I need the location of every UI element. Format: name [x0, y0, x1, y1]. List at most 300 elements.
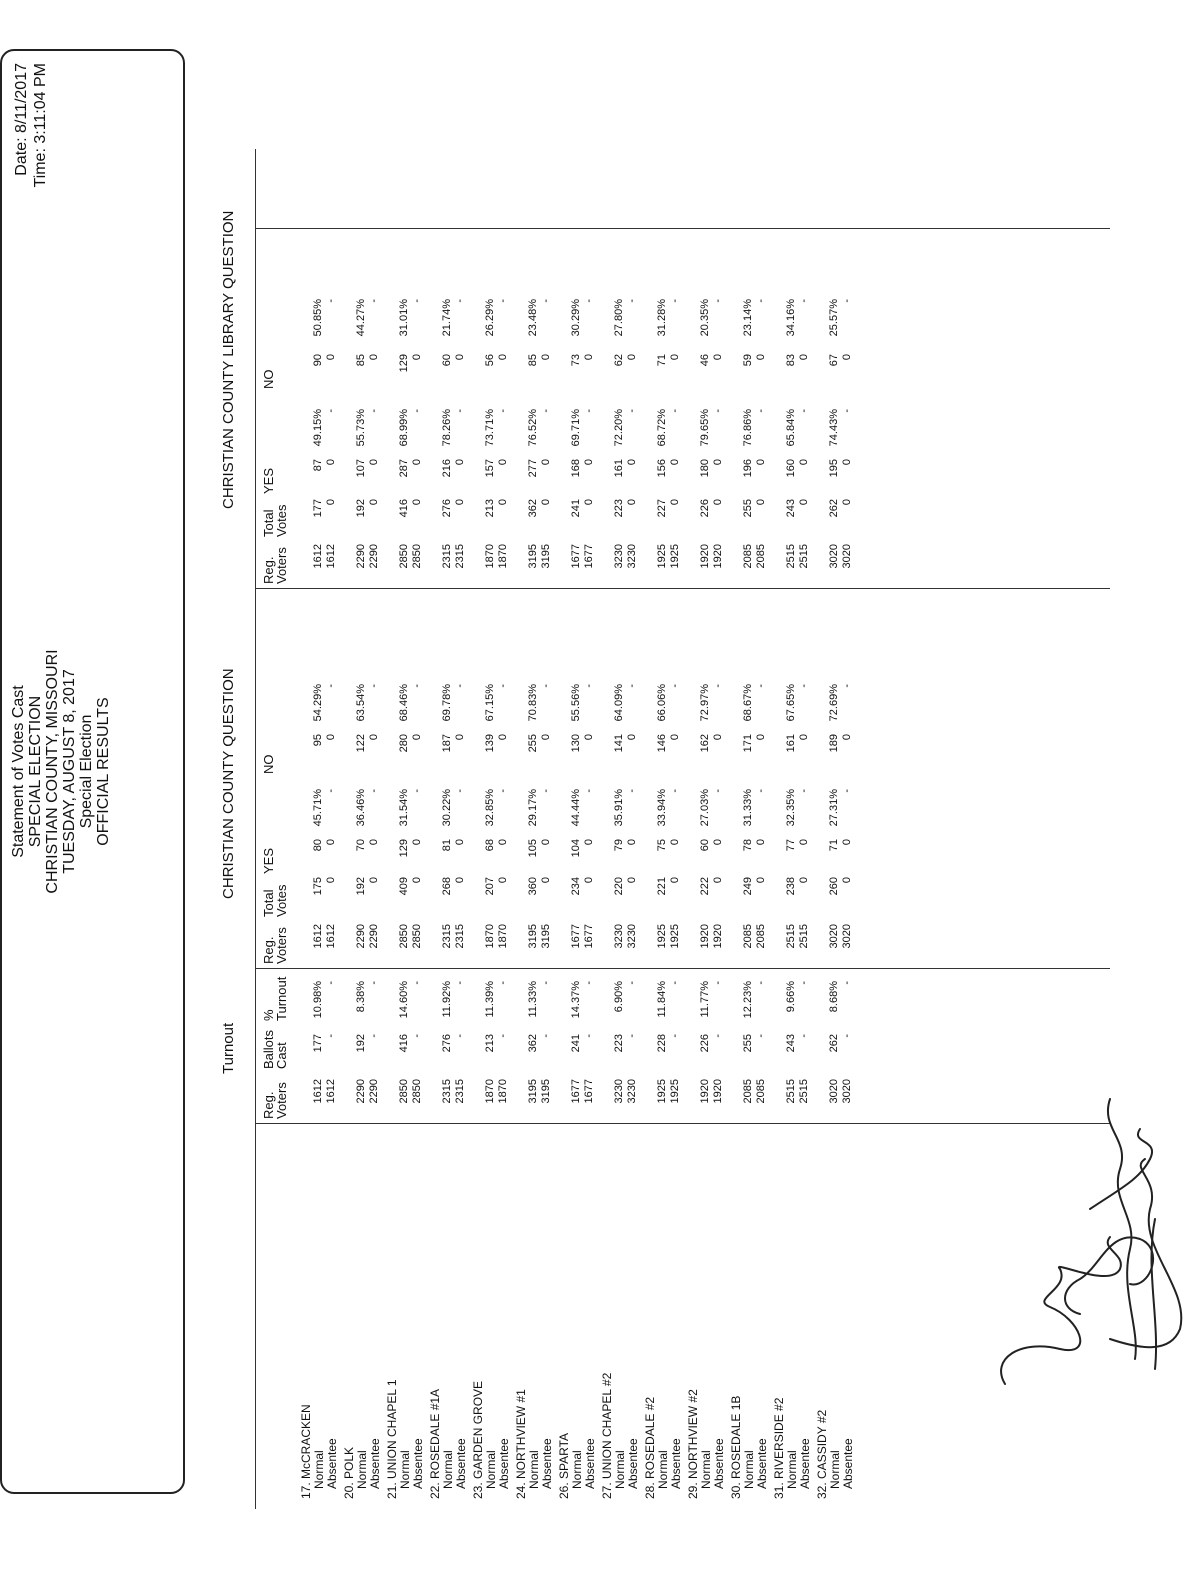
county-question-cell: -	[798, 684, 810, 688]
turnout-percent: 14.37%	[570, 981, 582, 1019]
county-question-cell: 0	[841, 877, 853, 884]
turnout-percent: 11.84%	[656, 981, 668, 1018]
county-question-cell: 0	[755, 877, 767, 884]
library-question-cell: -	[669, 409, 681, 413]
section-title-library-question: CHRISTIAN COUNTY LIBRARY QUESTION	[220, 210, 237, 509]
turnout-ballots-cast: -	[583, 1034, 595, 1038]
turnout-percent: -	[626, 981, 638, 985]
turnout-reg-voters: 2515	[798, 1079, 810, 1104]
turnout-ballots-cast: -	[497, 1034, 509, 1038]
county-question-cell: 72.69%	[828, 684, 840, 722]
county-question-cell: 0	[583, 877, 595, 884]
library-question-cell: 68.72%	[656, 409, 668, 447]
turnout-percent: 11.39%	[484, 981, 496, 1018]
library-question-cell: -	[669, 299, 681, 303]
turnout-percent: 9.66%	[785, 981, 797, 1013]
library-question-cell: 180	[699, 459, 711, 478]
county-question-cell: 2315	[441, 924, 453, 949]
row-type: Absentee	[583, 1438, 597, 1489]
row-type: Normal	[656, 1450, 670, 1489]
library-question-cell: 76.86%	[742, 409, 754, 447]
county-question-cell: 81	[441, 839, 453, 852]
library-question-cell: 0	[626, 499, 638, 506]
county-question-cell: 67.65%	[785, 684, 797, 722]
library-question-cell: 0	[411, 459, 423, 466]
county-question-cell: 0	[798, 839, 810, 846]
county-question-cell: 409	[398, 877, 410, 896]
turnout-percent: -	[540, 981, 552, 985]
turnout-ballots-cast: 362	[527, 1034, 539, 1053]
library-question-cell: -	[798, 409, 810, 413]
county-question-cell: 27.03%	[699, 789, 711, 827]
county-question-cell: 0	[540, 839, 552, 846]
library-question-cell: 1612	[325, 544, 337, 569]
county-question-cell: 3195	[527, 924, 539, 949]
turnout-reg-voters: 2085	[742, 1079, 754, 1104]
turnout-reg-voters: 1925	[669, 1079, 681, 1104]
library-question-cell: 0	[454, 354, 466, 361]
library-question-cell: 0	[368, 459, 380, 466]
county-question-cell: 2515	[798, 924, 810, 949]
county-question-cell: 95	[312, 734, 324, 747]
library-question-cell: 0	[540, 499, 552, 506]
county-question-cell: 27.31%	[828, 789, 840, 827]
turnout-percent: -	[798, 981, 810, 985]
library-question-cell: 0	[626, 354, 638, 361]
county-question-cell: 255	[527, 734, 539, 753]
county-question-cell: 222	[699, 877, 711, 896]
turnout-ballots-cast: 416	[398, 1034, 410, 1053]
library-question-cell: 59	[742, 354, 754, 367]
county-question-cell: -	[626, 684, 638, 688]
precinct-name: 22. ROSEDALE #1A	[428, 1388, 442, 1499]
library-question-cell: 50.85%	[312, 299, 324, 337]
county-question-cell: 260	[828, 877, 840, 896]
turnout-ballots-cast: -	[540, 1034, 552, 1038]
library-question-cell: -	[712, 409, 724, 413]
library-question-cell: 0	[798, 499, 810, 506]
county-question-cell: -	[411, 789, 423, 793]
turnout-percent: -	[368, 981, 380, 985]
library-question-cell: -	[497, 409, 509, 413]
county-question-cell: 141	[613, 734, 625, 753]
signature-4	[1108, 1099, 1156, 1369]
library-question-cell: -	[411, 409, 423, 413]
turnout-reg-voters: 1925	[656, 1079, 668, 1104]
turnout-reg-voters: 1920	[712, 1079, 724, 1104]
library-question-cell: -	[841, 299, 853, 303]
library-question-cell: -	[583, 409, 595, 413]
county-question-cell: 75	[656, 839, 668, 852]
turnout-percent: -	[497, 981, 509, 985]
report-time: Time: 3:11:04 PM	[32, 63, 49, 188]
column-header-library-question: NO	[261, 369, 276, 389]
county-question-cell: 122	[355, 734, 367, 753]
column-header-county-question: NO	[261, 754, 276, 774]
turnout-reg-voters: 3230	[613, 1079, 625, 1104]
library-question-cell: 0	[368, 354, 380, 361]
library-question-cell: 0	[798, 459, 810, 466]
library-question-cell: -	[798, 299, 810, 303]
turnout-percent: -	[669, 981, 681, 985]
library-question-cell: 156	[656, 459, 668, 478]
section-title-county-question: CHRISTIAN COUNTY QUESTION	[220, 668, 237, 899]
county-question-cell: 63.54%	[355, 684, 367, 722]
row-type: Absentee	[411, 1438, 425, 1489]
turnout-percent: -	[841, 981, 853, 985]
county-question-cell: 72.97%	[699, 684, 711, 722]
county-question-cell: 0	[712, 839, 724, 846]
library-question-cell: 3195	[540, 544, 552, 569]
turnout-percent: 14.60%	[398, 981, 410, 1019]
county-question-cell: -	[368, 684, 380, 688]
library-question-cell: -	[325, 409, 337, 413]
library-question-cell: 1612	[312, 544, 324, 569]
library-question-cell: 0	[798, 354, 810, 361]
turnout-percent: -	[583, 981, 595, 985]
library-question-cell: 241	[570, 499, 582, 518]
county-question-cell: 80	[312, 839, 324, 852]
county-question-cell: 0	[540, 734, 552, 741]
library-question-cell: 0	[669, 499, 681, 506]
column-header-county-question: Reg. Voters	[261, 927, 289, 964]
county-question-cell: 0	[454, 839, 466, 846]
library-question-cell: 195	[828, 459, 840, 478]
library-question-cell: 3230	[613, 544, 625, 569]
turnout-ballots-cast: 276	[441, 1034, 453, 1053]
library-question-cell: 0	[454, 499, 466, 506]
county-question-cell: 3020	[828, 924, 840, 949]
turnout-reg-voters: 1870	[484, 1079, 496, 1104]
library-question-cell: -	[368, 409, 380, 413]
county-question-cell: 0	[497, 839, 509, 846]
library-question-cell: -	[368, 299, 380, 303]
row-type: Absentee	[325, 1438, 339, 1489]
county-question-cell: 55.56%	[570, 684, 582, 722]
library-question-cell: 362	[527, 499, 539, 518]
county-question-cell: 77	[785, 839, 797, 852]
library-question-cell: 72.20%	[613, 409, 625, 447]
county-question-cell: 0	[755, 734, 767, 741]
library-question-cell: 1920	[712, 544, 724, 569]
row-type: Normal	[312, 1450, 326, 1489]
county-question-cell: 139	[484, 734, 496, 753]
county-question-cell: 70.83%	[527, 684, 539, 722]
column-header-turnout: % Turnout	[261, 976, 289, 1021]
county-question-cell: 78	[742, 839, 754, 852]
county-question-cell: 3195	[540, 924, 552, 949]
library-question-cell: 2290	[355, 544, 367, 569]
row-type: Normal	[742, 1450, 756, 1489]
county-question-cell: 129	[398, 839, 410, 858]
county-question-cell: 161	[785, 734, 797, 753]
county-question-cell: 1677	[570, 924, 582, 949]
county-question-cell: 189	[828, 734, 840, 753]
library-question-cell: 23.48%	[527, 299, 539, 337]
library-question-cell: 0	[669, 459, 681, 466]
library-question-cell: 31.28%	[656, 299, 668, 337]
county-question-cell: 68	[484, 839, 496, 852]
county-question-cell: 29.17%	[527, 789, 539, 827]
county-question-cell: 221	[656, 877, 668, 896]
county-question-cell: 71	[828, 839, 840, 852]
row-type: Normal	[527, 1450, 541, 1489]
library-question-cell: -	[841, 409, 853, 413]
library-question-cell: 3020	[841, 544, 853, 569]
county-question-cell: 268	[441, 877, 453, 896]
row-type: Normal	[785, 1450, 799, 1489]
turnout-reg-voters: 1677	[583, 1079, 595, 1104]
library-question-cell: 2515	[798, 544, 810, 569]
library-question-cell: 227	[656, 499, 668, 518]
library-question-cell: 2085	[742, 544, 754, 569]
county-question-cell: 0	[669, 877, 681, 884]
library-question-cell: -	[712, 299, 724, 303]
precinct-name: 21. UNION CHAPEL 1	[385, 1379, 399, 1499]
county-question-cell: 207	[484, 877, 496, 896]
county-question-cell: 0	[712, 877, 724, 884]
county-question-cell: 146	[656, 734, 668, 753]
turnout-reg-voters: 1677	[570, 1079, 582, 1104]
library-question-cell: 0	[712, 459, 724, 466]
header-title-line: TUESDAY, AUGUST 8, 2017	[61, 669, 78, 874]
library-question-cell: 44.27%	[355, 299, 367, 337]
library-question-cell: -	[755, 409, 767, 413]
county-question-cell: 1925	[656, 924, 668, 949]
library-question-cell: 1870	[497, 544, 509, 569]
turnout-ballots-cast: 243	[785, 1034, 797, 1053]
row-type: Normal	[613, 1450, 627, 1489]
library-question-cell: 216	[441, 459, 453, 478]
turnout-percent: -	[712, 981, 724, 985]
library-question-cell: -	[626, 409, 638, 413]
turnout-reg-voters: 2315	[454, 1079, 466, 1104]
library-question-cell: 416	[398, 499, 410, 518]
library-question-cell: 107	[355, 459, 367, 478]
turnout-ballots-cast: -	[841, 1034, 853, 1038]
turnout-ballots-cast: 262	[828, 1034, 840, 1053]
library-question-cell: 1870	[484, 544, 496, 569]
row-type: Absentee	[454, 1438, 468, 1489]
turnout-ballots-cast: 213	[484, 1034, 496, 1053]
library-question-cell: -	[411, 299, 423, 303]
county-question-cell: 68.67%	[742, 684, 754, 722]
library-question-cell: 276	[441, 499, 453, 518]
county-question-cell: -	[583, 684, 595, 688]
county-question-cell: 104	[570, 839, 582, 858]
library-question-cell: 67	[828, 354, 840, 367]
turnout-ballots-cast: -	[411, 1034, 423, 1038]
county-question-cell: 0	[368, 839, 380, 846]
turnout-ballots-cast: -	[755, 1034, 767, 1038]
county-question-cell: -	[411, 684, 423, 688]
county-question-cell: 0	[325, 839, 337, 846]
row-type: Normal	[828, 1450, 842, 1489]
turnout-ballots-cast: -	[454, 1034, 466, 1038]
library-question-cell: 192	[355, 499, 367, 518]
county-question-cell: 187	[441, 734, 453, 753]
turnout-reg-voters: 2850	[398, 1079, 410, 1104]
turnout-percent: 11.33%	[527, 981, 539, 1018]
library-question-cell: 0	[325, 459, 337, 466]
library-question-cell: 0	[669, 354, 681, 361]
turnout-reg-voters: 2850	[411, 1079, 423, 1104]
turnout-percent: 12.23%	[742, 981, 754, 1019]
county-question-cell: 0	[411, 877, 423, 884]
library-question-cell: 0	[755, 354, 767, 361]
county-question-cell: 1612	[312, 924, 324, 949]
library-question-cell: 90	[312, 354, 324, 367]
library-question-cell: 0	[411, 354, 423, 361]
county-question-cell: 2850	[398, 924, 410, 949]
library-question-cell: 3230	[626, 544, 638, 569]
county-question-cell: 0	[755, 839, 767, 846]
county-question-cell: -	[497, 684, 509, 688]
county-question-cell: 220	[613, 877, 625, 896]
library-question-cell: 2850	[398, 544, 410, 569]
turnout-reg-voters: 2085	[755, 1079, 767, 1104]
library-question-cell: -	[497, 299, 509, 303]
county-question-cell: 0	[841, 734, 853, 741]
library-question-cell: 2290	[368, 544, 380, 569]
library-question-cell: 0	[841, 354, 853, 361]
library-question-cell: 2315	[454, 544, 466, 569]
county-question-cell: -	[540, 684, 552, 688]
turnout-ballots-cast: -	[325, 1034, 337, 1038]
county-question-cell: 2085	[755, 924, 767, 949]
county-question-cell: 70	[355, 839, 367, 852]
turnout-reg-voters: 3020	[828, 1079, 840, 1104]
library-question-cell: 46	[699, 354, 711, 367]
county-question-cell: 35.91%	[613, 789, 625, 827]
turnout-reg-voters: 3195	[540, 1079, 552, 1104]
precinct-name: 28. ROSEDALE #2	[643, 1396, 657, 1499]
county-question-cell: 68.46%	[398, 684, 410, 722]
header-title-line: CHRISTIAN COUNTY, MISSOURI	[44, 649, 61, 894]
column-header-county-question: Total Votes	[261, 884, 289, 917]
row-type: Absentee	[540, 1438, 554, 1489]
library-question-cell: 73	[570, 354, 582, 367]
county-question-cell: 1612	[325, 924, 337, 949]
row-type: Absentee	[755, 1438, 769, 1489]
turnout-percent: 8.38%	[355, 981, 367, 1013]
library-question-cell: 0	[712, 499, 724, 506]
county-question-cell: 2290	[355, 924, 367, 949]
precinct-name: 17. McCRACKEN	[299, 1404, 313, 1499]
county-question-cell: -	[454, 684, 466, 688]
turnout-reg-voters: 1612	[325, 1079, 337, 1104]
turnout-percent: -	[755, 981, 767, 985]
county-question-cell: 105	[527, 839, 539, 858]
turnout-percent: 8.68%	[828, 981, 840, 1013]
library-question-cell: 74.43%	[828, 409, 840, 447]
row-type: Normal	[355, 1450, 369, 1489]
signature-1	[1001, 1237, 1121, 1384]
library-question-cell: 0	[841, 499, 853, 506]
county-question-cell: -	[626, 789, 638, 793]
precinct-name: 31. RIVERSIDE #2	[772, 1397, 786, 1499]
turnout-reg-voters: 2515	[785, 1079, 797, 1104]
library-question-cell: -	[325, 299, 337, 303]
county-question-cell: 192	[355, 877, 367, 896]
precinct-name: 20. POLK	[342, 1446, 356, 1499]
county-question-cell: 2085	[742, 924, 754, 949]
library-question-cell: 0	[583, 459, 595, 466]
column-header-turnout: Reg. Voters	[261, 1082, 289, 1119]
county-question-cell: 1925	[669, 924, 681, 949]
library-question-cell: 243	[785, 499, 797, 518]
library-question-cell: 65.84%	[785, 409, 797, 447]
library-question-cell: 0	[841, 459, 853, 466]
county-question-cell: -	[669, 684, 681, 688]
library-question-cell: 287	[398, 459, 410, 478]
precinct-name: 29. NORTHVIEW #2	[686, 1389, 700, 1499]
column-header-library-question: Reg. Voters	[261, 547, 289, 584]
turnout-ballots-cast: 241	[570, 1034, 582, 1053]
library-question-cell: 0	[497, 354, 509, 361]
turnout-ballots-cast: -	[626, 1034, 638, 1038]
turnout-percent: 10.98%	[312, 981, 324, 1019]
precinct-name: 24. NORTHVIEW #1	[514, 1389, 528, 1499]
county-question-cell: 249	[742, 877, 754, 896]
county-question-cell: -	[841, 789, 853, 793]
library-question-cell: 0	[583, 354, 595, 361]
turnout-reg-voters: 3230	[626, 1079, 638, 1104]
library-question-cell: 3020	[828, 544, 840, 569]
turnout-percent: 11.92%	[441, 981, 453, 1018]
library-question-cell: 26.29%	[484, 299, 496, 337]
county-question-cell: 44.44%	[570, 789, 582, 827]
library-question-cell: -	[454, 299, 466, 303]
library-question-cell: 30.29%	[570, 299, 582, 337]
library-question-cell: 0	[583, 499, 595, 506]
library-question-cell: -	[540, 409, 552, 413]
county-question-cell: 2850	[411, 924, 423, 949]
county-question-cell: 0	[583, 734, 595, 741]
county-question-cell: 64.09%	[613, 684, 625, 722]
row-type: Absentee	[712, 1438, 726, 1489]
library-question-cell: -	[755, 299, 767, 303]
county-question-cell: 0	[712, 734, 724, 741]
county-question-cell: 0	[411, 839, 423, 846]
library-question-cell: 0	[540, 459, 552, 466]
library-question-cell: 262	[828, 499, 840, 518]
county-question-cell: -	[325, 684, 337, 688]
county-question-cell: 171	[742, 734, 754, 753]
library-question-cell: 69.71%	[570, 409, 582, 447]
county-question-cell: 0	[368, 734, 380, 741]
library-question-cell: 85	[355, 354, 367, 367]
county-question-cell: 31.33%	[742, 789, 754, 827]
library-question-cell: 196	[742, 459, 754, 478]
county-question-cell: 0	[497, 734, 509, 741]
library-question-cell: 0	[454, 459, 466, 466]
county-question-cell: 162	[699, 734, 711, 753]
turnout-ballots-cast: 228	[656, 1034, 668, 1053]
header-title-line: SPECIAL ELECTION	[27, 695, 44, 848]
library-question-cell: 20.35%	[699, 299, 711, 337]
county-question-cell: 3230	[626, 924, 638, 949]
county-question-cell: 175	[312, 877, 324, 896]
library-question-cell: 1925	[669, 544, 681, 569]
library-question-cell: 27.80%	[613, 299, 625, 337]
row-type: Normal	[398, 1450, 412, 1489]
library-question-cell: 76.52%	[527, 409, 539, 447]
county-question-cell: 2515	[785, 924, 797, 949]
county-question-cell: 31.54%	[398, 789, 410, 827]
county-question-cell: 0	[454, 734, 466, 741]
library-question-cell: 129	[398, 354, 410, 373]
